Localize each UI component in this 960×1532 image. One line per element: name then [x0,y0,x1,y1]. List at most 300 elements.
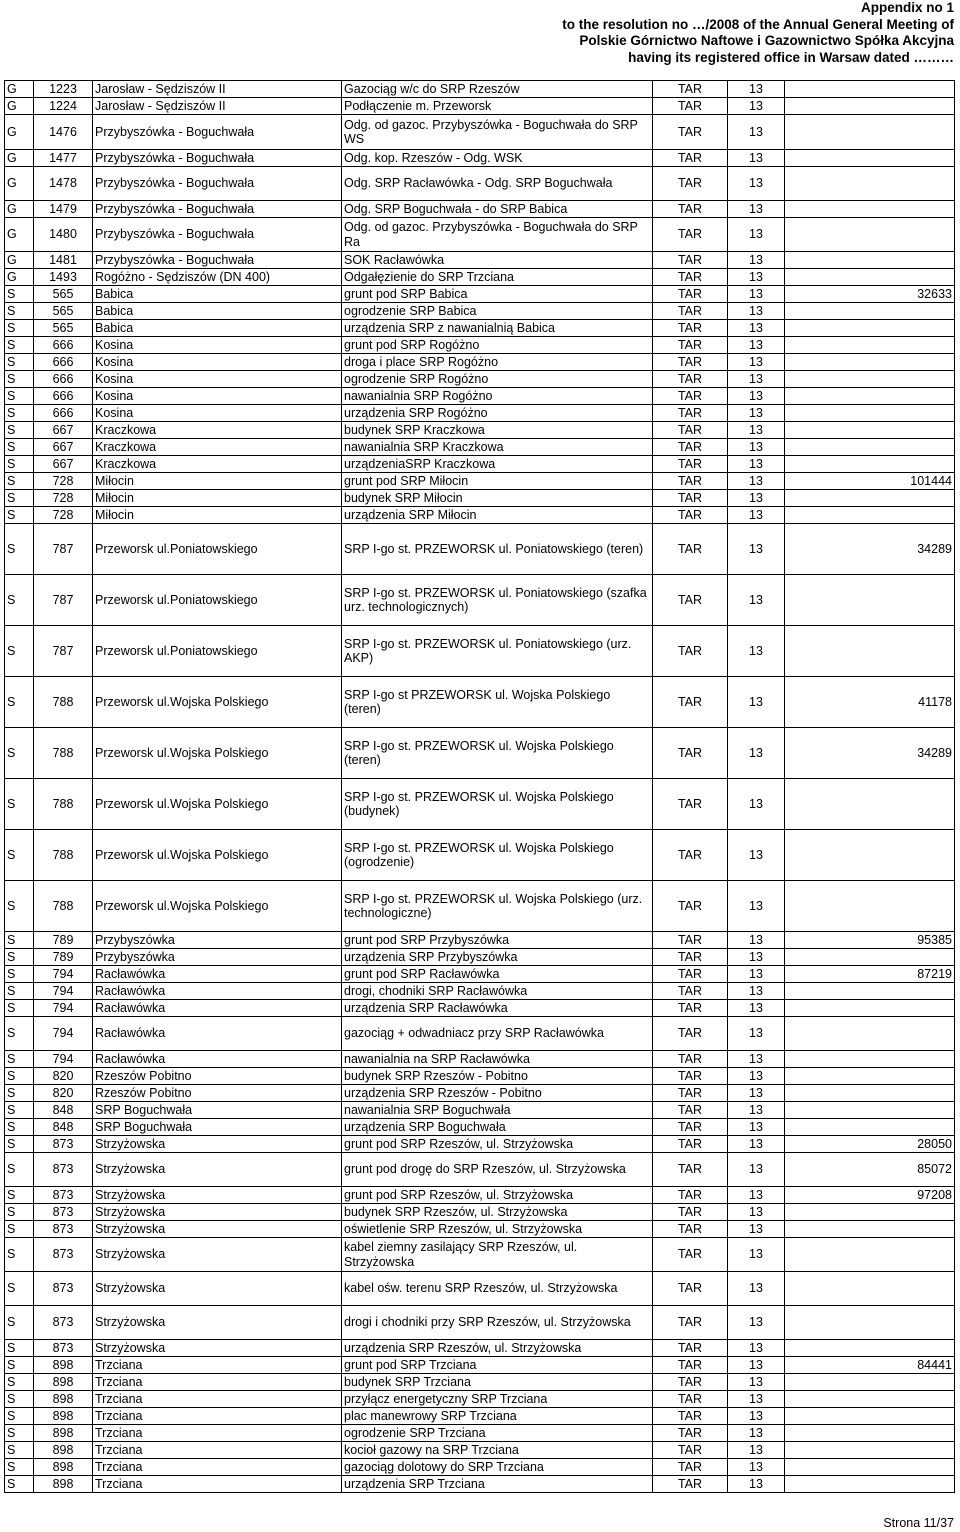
row-description: Odg. od gazoc. Przybyszówka - Boguchwała do SRP Ra [342,218,653,252]
row-tar: TAR [653,1425,728,1442]
row-location: Strzyżowska [93,1153,342,1187]
row-code: 13 [728,1000,785,1017]
table-row [5,218,955,252]
row-code: 13 [728,1408,785,1425]
row-number: 788 [34,728,93,779]
row-code: 13 [728,1442,785,1459]
row-location: Przeworsk ul.Poniatowskiego [93,524,342,575]
row-type: S [5,830,34,881]
row-value [785,1442,955,1459]
row-number: 728 [34,473,93,490]
row-location: Trzciana [93,1391,342,1408]
row-code: 13 [728,456,785,473]
asset-table [4,80,955,1493]
row-type: S [5,286,34,303]
row-code: 13 [728,1459,785,1476]
row-number: 873 [34,1204,93,1221]
row-value: 87219 [785,966,955,983]
row-value: 101444 [785,473,955,490]
row-value [785,1340,955,1357]
row-number: 873 [34,1238,93,1272]
row-description: urządzenia SRP Rzeszów - Pobitno [342,1085,653,1102]
row-description: nawanialnia SRP Kraczkowa [342,439,653,456]
row-number: 1224 [34,98,93,115]
row-type: S [5,949,34,966]
row-code: 13 [728,1391,785,1408]
row-tar: TAR [653,1306,728,1340]
row-value [785,1272,955,1306]
table-row [5,1102,955,1119]
row-value [785,115,955,150]
row-number: 898 [34,1476,93,1493]
row-location: Przeworsk ul.Wojska Polskiego [93,779,342,830]
row-location: Strzyżowska [93,1340,342,1357]
row-tar: TAR [653,1204,728,1221]
row-type: S [5,1374,34,1391]
row-type: S [5,1119,34,1136]
table-row [5,1391,955,1408]
row-description: budynek SRP Rzeszów, ul. Strzyżowska [342,1204,653,1221]
row-value [785,150,955,167]
row-location: Trzciana [93,1476,342,1493]
row-description: grunt pod SRP Miłocin [342,473,653,490]
row-code: 13 [728,626,785,677]
table-row [5,167,955,201]
row-description: SRP I-go st PRZEWORSK ul. Wojska Polskiego (teren) [342,677,653,728]
row-value [785,490,955,507]
table-row [5,303,955,320]
row-tar: TAR [653,422,728,439]
row-number: 788 [34,779,93,830]
row-type: G [5,150,34,167]
row-location: Kraczkowa [93,439,342,456]
row-code: 13 [728,218,785,252]
row-number: 787 [34,626,93,677]
row-type: S [5,354,34,371]
row-tar: TAR [653,1391,728,1408]
table-row [5,830,955,881]
row-tar: TAR [653,1408,728,1425]
row-tar: TAR [653,1153,728,1187]
company-line: Polskie Górnictwo Naftowe i Gazownictwo Spółka Akcyjna [579,33,954,48]
row-code: 13 [728,1051,785,1068]
table-row [5,439,955,456]
row-location: Trzciana [93,1442,342,1459]
table-row [5,456,955,473]
row-number: 820 [34,1085,93,1102]
row-description: urządzenia SRP Przybyszówka [342,949,653,966]
row-value: 34289 [785,728,955,779]
row-description: urządzenia SRP Rogóżno [342,405,653,422]
row-description: grunt pod SRP Rzeszów, ul. Strzyżowska [342,1136,653,1153]
row-location: Trzciana [93,1425,342,1442]
row-location: Przybyszówka - Boguchwała [93,252,342,269]
row-description: budynek SRP Trzciana [342,1374,653,1391]
row-description: SOK Racławówka [342,252,653,269]
table-row [5,524,955,575]
row-description: drogi, chodniki SRP Racławówka [342,983,653,1000]
row-value [785,626,955,677]
row-value [785,1306,955,1340]
row-tar: TAR [653,728,728,779]
row-number: 794 [34,1000,93,1017]
table-row [5,1136,955,1153]
table-row [5,779,955,830]
row-type: S [5,1000,34,1017]
office-line: having its registered office in Warsaw dated ……… [628,49,954,65]
row-type: G [5,98,34,115]
row-code: 13 [728,1238,785,1272]
table-row [5,388,955,405]
table-row [5,81,955,98]
row-description: Gazociąg w/c do SRP Rzeszów [342,81,653,98]
table-row [5,150,955,167]
row-number: 728 [34,490,93,507]
row-code: 13 [728,881,785,932]
row-value [785,1221,955,1238]
row-number: 873 [34,1187,93,1204]
row-code: 13 [728,81,785,98]
row-description: nawanialnia na SRP Racławówka [342,1051,653,1068]
row-tar: TAR [653,1374,728,1391]
row-tar: TAR [653,1119,728,1136]
row-type: S [5,337,34,354]
row-tar: TAR [653,1136,728,1153]
table-row [5,507,955,524]
table-row [5,1476,955,1493]
row-code: 13 [728,337,785,354]
row-location: Strzyżowska [93,1204,342,1221]
row-tar: TAR [653,150,728,167]
row-value: 97208 [785,1187,955,1204]
table-row [5,1153,955,1187]
row-value [785,1017,955,1051]
row-code: 13 [728,1119,785,1136]
row-type: S [5,405,34,422]
row-type: S [5,1085,34,1102]
table-row [5,949,955,966]
table-row [5,98,955,115]
row-value [785,1204,955,1221]
row-type: S [5,524,34,575]
row-description: Odgałęzienie do SRP Trzciana [342,269,653,286]
row-description: plac manewrowy SRP Trzciana [342,1408,653,1425]
row-value [785,1459,955,1476]
row-code: 13 [728,439,785,456]
row-value [785,167,955,201]
row-tar: TAR [653,966,728,983]
row-description: SRP I-go st. PRZEWORSK ul. Poniatowskiego (teren) [342,524,653,575]
row-type: S [5,1459,34,1476]
row-description: SRP I-go st. PRZEWORSK ul. Wojska Polskiego (budynek) [342,779,653,830]
row-number: 873 [34,1221,93,1238]
row-code: 13 [728,1136,785,1153]
row-value: 84441 [785,1357,955,1374]
row-number: 666 [34,354,93,371]
row-code: 13 [728,252,785,269]
row-code: 13 [728,150,785,167]
row-description: drogi i chodniki przy SRP Rzeszów, ul. Strzyżowska [342,1306,653,1340]
row-value [785,575,955,626]
row-description: gazociąg + odwadniacz przy SRP Racławówka [342,1017,653,1051]
row-tar: TAR [653,201,728,218]
row-description: Odg. od gazoc. Przybyszówka - Boguchwała do SRP WS [342,115,653,150]
row-type: G [5,201,34,218]
row-description: grunt pod SRP Racławówka [342,966,653,983]
row-number: 666 [34,405,93,422]
row-code: 13 [728,388,785,405]
row-type: S [5,507,34,524]
row-number: 565 [34,286,93,303]
row-number: 1476 [34,115,93,150]
row-type: S [5,388,34,405]
row-type: S [5,966,34,983]
row-tar: TAR [653,983,728,1000]
table-row [5,1357,955,1374]
row-value [785,405,955,422]
row-tar: TAR [653,524,728,575]
row-description: kabel ziemny zasilający SRP Rzeszów, ul. Strzyżowska [342,1238,653,1272]
row-tar: TAR [653,490,728,507]
row-location: Trzciana [93,1357,342,1374]
row-value [785,81,955,98]
row-tar: TAR [653,830,728,881]
row-code: 13 [728,728,785,779]
row-tar: TAR [653,473,728,490]
row-type: G [5,252,34,269]
row-number: 1479 [34,201,93,218]
table-row [5,728,955,779]
row-location: Kraczkowa [93,422,342,439]
row-number: 1478 [34,167,93,201]
appendix-title: Appendix no 1 [860,0,954,15]
row-location: Przybyszówka [93,949,342,966]
row-description: Odg. SRP Racławówka - Odg. SRP Boguchwała [342,167,653,201]
table-row [5,490,955,507]
row-location: Przybyszówka - Boguchwała [93,115,342,150]
row-tar: TAR [653,218,728,252]
row-number: 873 [34,1272,93,1306]
row-value [785,201,955,218]
row-value [785,779,955,830]
row-number: 1480 [34,218,93,252]
row-type: S [5,1221,34,1238]
row-number: 848 [34,1119,93,1136]
row-tar: TAR [653,371,728,388]
row-number: 565 [34,303,93,320]
row-tar: TAR [653,81,728,98]
row-location: Przybyszówka - Boguchwała [93,218,342,252]
row-tar: TAR [653,779,728,830]
table-row [5,1442,955,1459]
table-row [5,405,955,422]
row-value [785,422,955,439]
row-location: Racławówka [93,983,342,1000]
row-number: 728 [34,507,93,524]
table-row [5,115,955,150]
table-row [5,1425,955,1442]
row-value [785,269,955,286]
row-description: Odg. kop. Rzeszów - Odg. WSK [342,150,653,167]
row-value [785,507,955,524]
row-tar: TAR [653,1357,728,1374]
row-code: 13 [728,167,785,201]
row-value: 41178 [785,677,955,728]
row-tar: TAR [653,98,728,115]
table-row [5,677,955,728]
table-row [5,269,955,286]
row-number: 898 [34,1391,93,1408]
row-description: SRP I-go st. PRZEWORSK ul. Wojska Polskiego (ogrodzenie) [342,830,653,881]
row-value [785,371,955,388]
table-row [5,422,955,439]
table-row [5,1408,955,1425]
row-value [785,983,955,1000]
row-description: ogrodzenie SRP Babica [342,303,653,320]
row-value [785,388,955,405]
table-row [5,1187,955,1204]
row-number: 666 [34,371,93,388]
row-tar: TAR [653,1085,728,1102]
row-type: S [5,1425,34,1442]
row-tar: TAR [653,1221,728,1238]
row-description: SRP I-go st. PRZEWORSK ul. Wojska Polskiego (teren) [342,728,653,779]
row-code: 13 [728,303,785,320]
row-type: G [5,269,34,286]
row-description: gazociąg dolotowy do SRP Trzciana [342,1459,653,1476]
row-type: S [5,1017,34,1051]
table-row [5,1204,955,1221]
row-code: 13 [728,1340,785,1357]
row-number: 820 [34,1068,93,1085]
row-value [785,98,955,115]
row-type: S [5,473,34,490]
row-value [785,881,955,932]
row-code: 13 [728,1357,785,1374]
table-row [5,473,955,490]
row-tar: TAR [653,677,728,728]
row-code: 13 [728,507,785,524]
row-number: 789 [34,949,93,966]
row-tar: TAR [653,388,728,405]
row-number: 565 [34,320,93,337]
row-location: Racławówka [93,966,342,983]
row-code: 13 [728,1204,785,1221]
row-tar: TAR [653,1272,728,1306]
row-tar: TAR [653,1017,728,1051]
row-type: S [5,1476,34,1493]
row-number: 898 [34,1357,93,1374]
row-location: Strzyżowska [93,1306,342,1340]
row-location: Kosina [93,405,342,422]
row-location: Rzeszów Pobitno [93,1068,342,1085]
row-type: S [5,1102,34,1119]
row-value [785,1085,955,1102]
row-description: Odg. SRP Boguchwała - do SRP Babica [342,201,653,218]
row-code: 13 [728,1425,785,1442]
row-number: 667 [34,456,93,473]
table-row [5,1051,955,1068]
row-value: 28050 [785,1136,955,1153]
row-tar: TAR [653,405,728,422]
row-code: 13 [728,779,785,830]
row-type: S [5,1272,34,1306]
row-value [785,337,955,354]
row-value: 34289 [785,524,955,575]
row-number: 898 [34,1425,93,1442]
row-type: S [5,1204,34,1221]
row-number: 666 [34,337,93,354]
row-type: S [5,575,34,626]
row-tar: TAR [653,303,728,320]
row-location: Przeworsk ul.Wojska Polskiego [93,881,342,932]
row-code: 13 [728,201,785,218]
row-code: 13 [728,269,785,286]
row-location: Trzciana [93,1459,342,1476]
row-code: 13 [728,1306,785,1340]
table-row [5,337,955,354]
row-value [785,1000,955,1017]
page-number: Strona 11/37 [883,1516,954,1530]
row-location: Kosina [93,371,342,388]
row-description: grunt pod SRP Przybyszówka [342,932,653,949]
row-value [785,303,955,320]
row-description: kabel ośw. terenu SRP Rzeszów, ul. Strzyżowska [342,1272,653,1306]
row-code: 13 [728,1085,785,1102]
row-tar: TAR [653,1051,728,1068]
row-type: S [5,1357,34,1374]
row-type: S [5,1187,34,1204]
table-row [5,1459,955,1476]
row-value [785,354,955,371]
row-location: Przybyszówka - Boguchwała [93,201,342,218]
row-tar: TAR [653,269,728,286]
row-type: S [5,490,34,507]
row-value: 32633 [785,286,955,303]
row-type: S [5,779,34,830]
row-description: droga i place SRP Rogóżno [342,354,653,371]
row-description: grunt pod SRP Babica [342,286,653,303]
row-number: 787 [34,575,93,626]
row-description: nawanialnia SRP Boguchwała [342,1102,653,1119]
table-row [5,1374,955,1391]
table-row [5,1068,955,1085]
row-description: urządzenia SRP Boguchwała [342,1119,653,1136]
row-location: SRP Boguchwała [93,1102,342,1119]
row-description: urządzenia SRP Miłocin [342,507,653,524]
row-description: kocioł gazowy na SRP Trzciana [342,1442,653,1459]
row-location: Przybyszówka - Boguchwała [93,167,342,201]
row-description: nawanialnia SRP Rogóżno [342,388,653,405]
row-type: S [5,1442,34,1459]
table-row [5,1306,955,1340]
row-tar: TAR [653,626,728,677]
row-location: Strzyżowska [93,1187,342,1204]
row-description: oświetlenie SRP Rzeszów, ul. Strzyżowska [342,1221,653,1238]
row-code: 13 [728,354,785,371]
table-row [5,354,955,371]
row-type: G [5,218,34,252]
row-code: 13 [728,830,785,881]
row-type: S [5,1391,34,1408]
row-code: 13 [728,405,785,422]
table-row [5,626,955,677]
row-code: 13 [728,524,785,575]
row-description: urządzenia SRP Racławówka [342,1000,653,1017]
row-value [785,949,955,966]
row-type: S [5,1306,34,1340]
row-location: Rogóżno - Sędziszów (DN 400) [93,269,342,286]
